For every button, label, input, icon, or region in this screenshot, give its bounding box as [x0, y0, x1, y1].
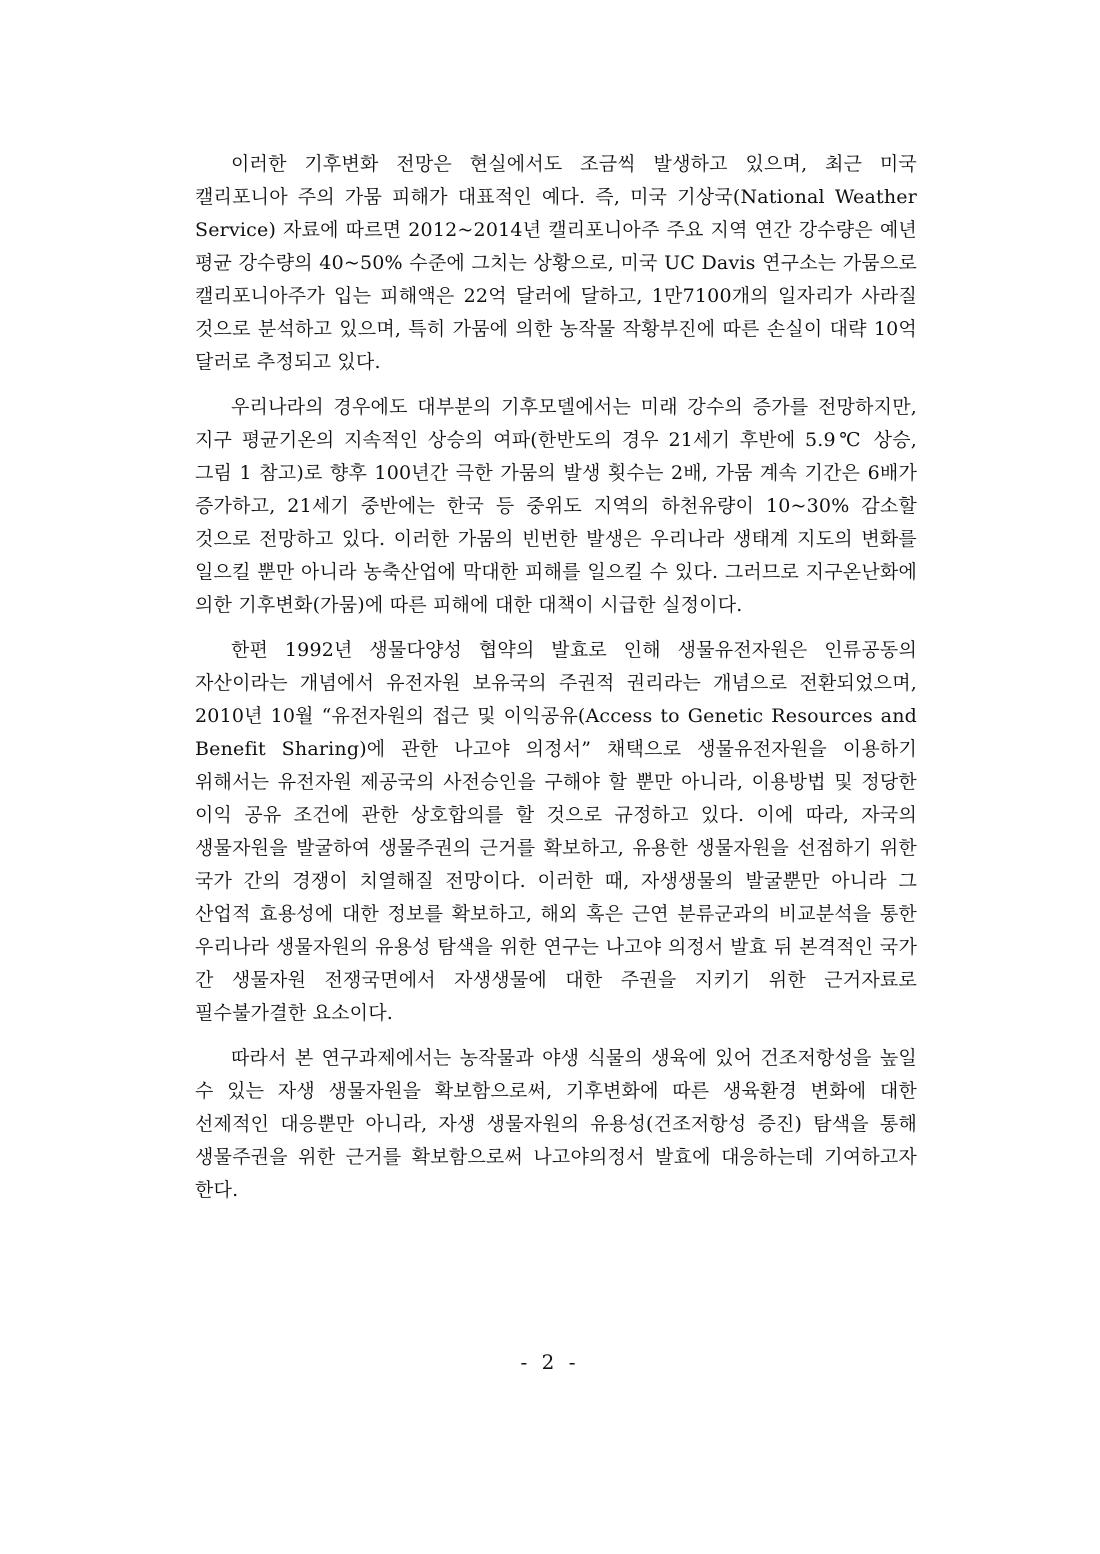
paragraph-california-drought: 이러한 기후변화 전망은 현실에서도 조금씩 발생하고 있으며, 최근 미국 캘리포니아 주의 가뭄 피해가 대표적인 예다. 즉, 미국 기상국(National Weather Service) 자료에 따르면 2012~2014년 캘리포니아주 주요 지역 연간 강수량은 예년 평균 강수량의 40~50% 수준에 그치는 상황으로, 미국 UC Davis 연구소는 가뭄으로 캘리포니아주가 입는 피해액은 22억 달러에 달하고, 1만7100개의 일자리가 사라질 것으로 분석하고 있으며, 특히 가뭄에 의한 농작물 작황부진에 따른 손실이 대략 10억 달러로 추정되고 있다.: [195, 153, 917, 373]
paragraph-nagoya-protocol: 한편 1992년 생물다양성 협약의 발효로 인해 생물유전자원은 인류공동의 자산이라는 개념에서 유전자원 보유국의 주권적 권리라는 개념으로 전환되었으며, 2010년 10월 “유전자원의 접근 및 이익공유(Access to Genetic Resources and Benefit Sharing)에 관한 나고야 의정서” 채택으로 생물유전자원을 이용하기 위해서는 유전자원 제공국의 사전승인을 구해야 할 뿐만 아니라, 이용방법 및 정당한 이익 공유 조건에 관한 상호합의를 할 것으로 규정하고 있다. 이에 따라, 자국의 생물자원을 발굴하여 생물주권의 근거를 확보하고, 유용한 생물자원을 선점하기 위한 국가 간의 경쟁이 치열해질 전망이다. 이러한 때, 자생생물의 발굴뿐만 아니라 그 산업적 효용성에 대한 정보를 확보하고, 해외 혹은 근연 분류군과의 비교분석을 통한 우리나라 생물자원의 유용성 탐색을 위한 연구는 나고야 의정서 발효 뒤 본격적인 국가 간 생물자원 전쟁국면에서 자생생물에 대한 주권을 지키기 위한 근거자료로 필수불가결한 요소이다.: [195, 639, 917, 1024]
paragraph-research-goal: 따라서 본 연구과제에서는 농작물과 야생 식물의 생육에 있어 건조저항성을 높일 수 있는 자생 생물자원을 확보함으로써, 기후변화에 따른 생육환경 변화에 대한 선제적인 대응뿐만 아니라, 자생 생물자원의 유용성(건조저항성 증진) 탐색을 통해 생물주권을 위한 근거를 확보함으로써 나고야의정서 발효에 대응하는데 기여하고자 한다.: [195, 1047, 917, 1201]
page-number: - 2 -: [520, 1350, 580, 1374]
paragraph-korea-drought-outlook: 우리나라의 경우에도 대부분의 기후모델에서는 미래 강수의 증가를 전망하지만, 지구 평균기온의 지속적인 상승의 여파(한반도의 경우 21세기 후반에 5.9℃ 상승, 그림 1 참고)로 향후 100년간 극한 가뭄의 발생 횟수는 2배, 가뭄 계속 기간은 6배가 증가하고, 21세기 중반에는 한국 등 중위도 지역의 하천유량이 10~30% 감소할 것으로 전망하고 있다. 이러한 가뭄의 빈번한 발생은 우리나라 생태계 지도의 변화를 일으킬 뿐만 아니라 농축산업에 막대한 피해를 일으킬 수 있다. 그러므로 지구온난화에 의한 기후변화(가뭄)에 따른 피해에 대한 대책이 시급한 실정이다.: [195, 396, 917, 616]
document-body: [195, 148, 917, 1219]
